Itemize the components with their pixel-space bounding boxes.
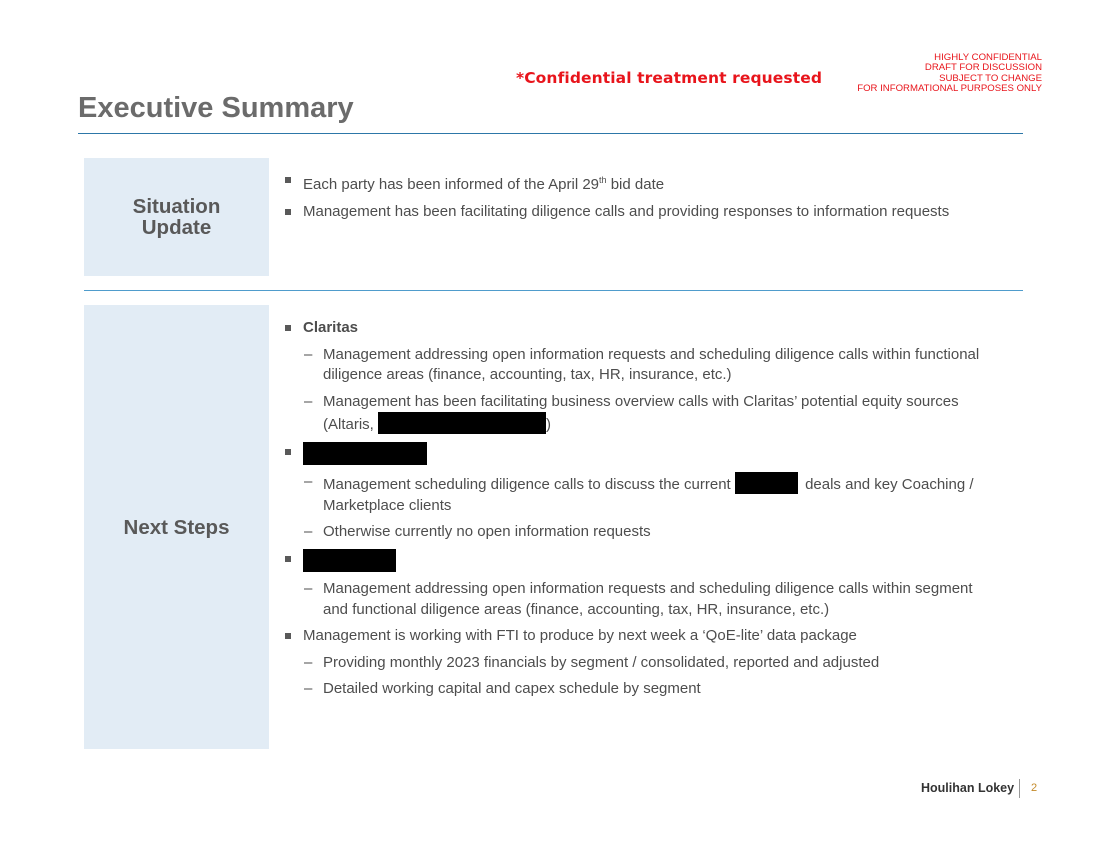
bullet-text: Detailed working capital and capex schedule by segment <box>323 680 701 697</box>
footer-divider <box>1019 779 1020 798</box>
redaction-block <box>735 472 798 494</box>
confidential-treatment-note: *Confidential treatment requested <box>516 69 823 87</box>
square-bullet-icon <box>285 325 291 331</box>
list-item <box>284 392 984 436</box>
bullet-text: Management addressing open information requests and scheduling diligence calls within segment and functional diligence areas (finance, accounting, tax, HR, insurance, etc.) <box>323 580 973 618</box>
next-steps-label <box>84 305 269 749</box>
dash-bullet: – <box>304 580 313 597</box>
list-item <box>284 579 984 620</box>
confidentiality-stamp <box>857 53 1042 95</box>
next-steps-label-text: Next Steps <box>123 515 230 539</box>
redaction-block <box>303 442 427 465</box>
bullet-text: deals and key Coaching / Marketplace clients <box>323 476 974 514</box>
dash-bullet: – <box>304 392 313 410</box>
square-bullet-icon <box>285 209 291 215</box>
square-bullet-icon <box>285 177 291 183</box>
page-number: 2 <box>1031 782 1038 794</box>
dash-bullet: – <box>304 653 313 671</box>
list-item <box>284 626 984 647</box>
next-steps-content <box>284 318 984 706</box>
bullet-text: bid date <box>606 176 665 193</box>
redaction-block <box>378 412 546 434</box>
situation-update-label-text: Situation Update <box>132 195 221 239</box>
stamp-line: DRAFT FOR DISCUSSION <box>924 62 1042 74</box>
list-item <box>284 442 984 467</box>
list-item <box>284 522 984 543</box>
company-brand: Houlihan Lokey <box>921 781 1015 795</box>
dash-bullet: – <box>304 345 313 363</box>
bullet-text: Management is working with FTI to produce by next week a ‘QoE-lite’ data package <box>303 627 857 644</box>
bullet-text: Each party has been informed of the April 29 <box>303 176 600 193</box>
page-title: Executive Summary <box>78 92 354 124</box>
square-bullet-icon <box>285 449 291 455</box>
list-item <box>284 170 984 196</box>
stamp-line: SUBJECT TO CHANGE <box>939 72 1042 84</box>
list-item <box>284 345 984 386</box>
bullet-text: Otherwise currently no open information requests <box>323 523 651 540</box>
list-item <box>284 472 984 516</box>
bullet-text: ) <box>546 416 552 433</box>
bullet-text: Management has been facilitating diligence calls and providing responses to information requests <box>303 202 950 220</box>
party-heading: Claritas <box>303 319 359 336</box>
stamp-line: HIGHLY CONFIDENTIAL <box>934 52 1042 63</box>
square-bullet-icon <box>285 556 291 562</box>
dash-bullet: – <box>304 523 313 540</box>
bullet-text: Providing monthly 2023 financials by segment / consolidated, reported and adjusted <box>323 653 880 671</box>
square-bullet-icon <box>285 633 291 639</box>
list-item <box>284 653 984 674</box>
situation-update-content <box>284 170 984 228</box>
bullet-text: Management addressing open information requests and scheduling diligence calls within functional diligence areas (finance, accounting, tax, HR, insurance, etc.) <box>323 345 980 383</box>
title-divider <box>78 133 1023 134</box>
bullet-text: Management has been facilitating business overview calls with Claritas’ potential equity sources (Altaris, <box>323 392 959 433</box>
bullet-text: Management scheduling diligence calls to discuss the current <box>323 476 735 493</box>
dash-bullet: – <box>304 680 313 697</box>
list-item <box>284 318 984 339</box>
stamp-line: FOR INFORMATIONAL PURPOSES ONLY <box>857 83 1042 95</box>
list-item <box>284 549 984 574</box>
section-divider <box>84 290 1023 291</box>
list-item <box>284 202 984 223</box>
situation-update-label <box>84 158 269 276</box>
superscript: th <box>599 175 607 185</box>
list-item <box>284 679 984 700</box>
dash-bullet: – <box>304 473 313 490</box>
redaction-block <box>303 549 396 572</box>
